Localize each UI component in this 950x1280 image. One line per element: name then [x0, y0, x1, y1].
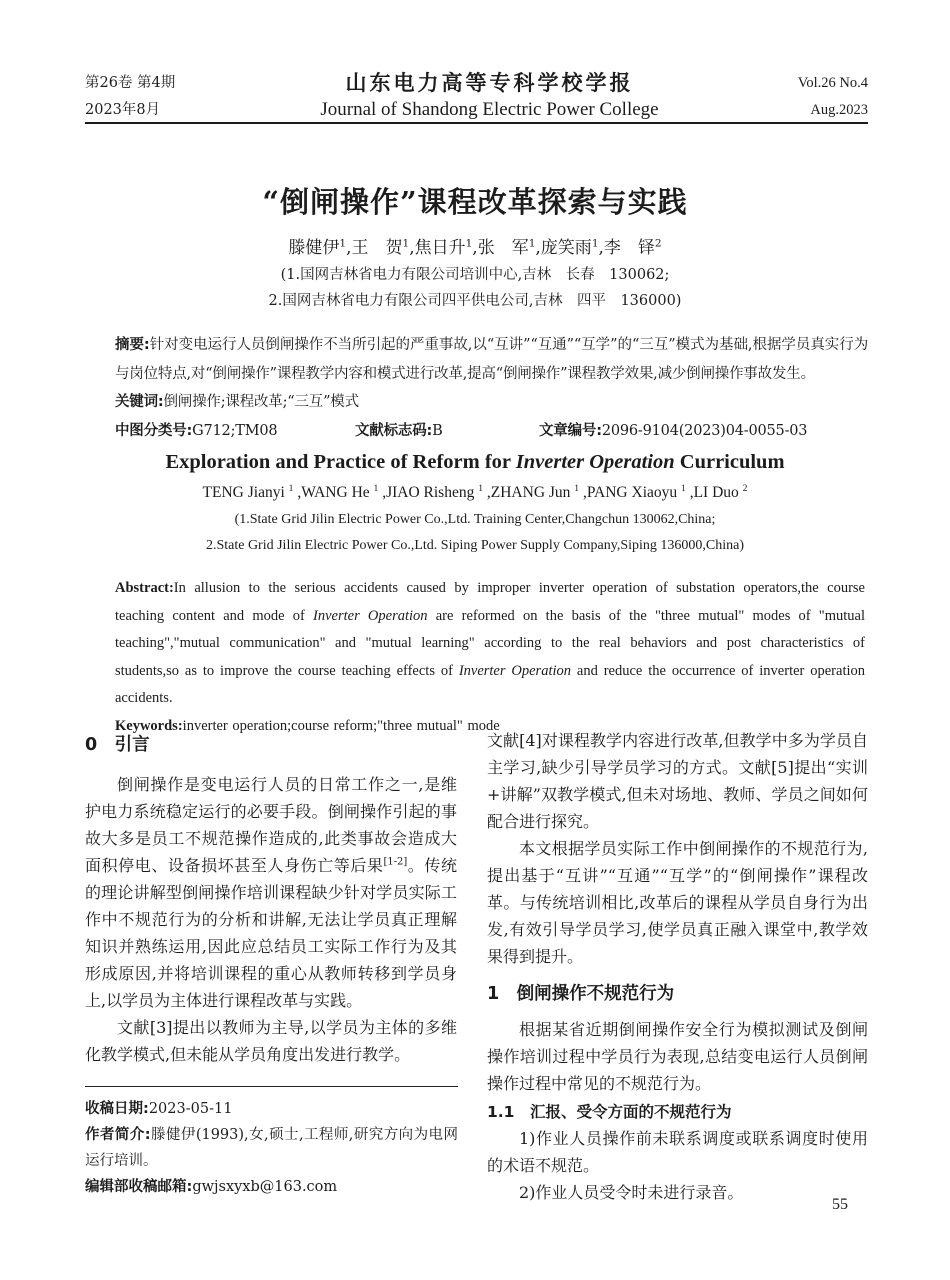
keywords-en: Keywords:inverter operation;course reform;"three mutual" mode	[115, 717, 500, 734]
paragraph-intro-3: 本文根据学员实际工作中倒闸操作的不规范行为,提出基于“互讲”“互通”“互学”的“倒闸操作”课程改革。与传统培训相比,改革后的课程从学员自身行为出发,有效引导学员学习,使学员真正融入课堂中,教学效果得到提升。	[487, 839, 868, 966]
issue-date-en: Aug.2023	[810, 102, 868, 118]
abstract-block-cn	[115, 331, 868, 445]
classification-line	[115, 417, 868, 446]
paragraph-intro-2: 文献[3]提出以教师为主导,以学员为主体的多维化教学模式,但未能从学员角度出发进行教学。	[85, 1018, 457, 1064]
volume-issue-en: Vol.26 No.4	[797, 75, 868, 91]
affiliation-en-2: 2.State Grid Jilin Electric Power Co.,Ltd. Siping Power Supply Company,Siping 136000,China)	[205, 538, 745, 553]
clc-number: 中图分类号:G712;TM08	[115, 422, 278, 439]
running-head	[85, 70, 868, 124]
authors-cn: 滕健伊$^1$,王 贺$^1$,焦日升$^1$,张 军$^1$,庞笑雨$^1$,李 铎$^2$	[288, 237, 662, 258]
article-title-cn: “倒闸操作”课程改革探索与实践	[262, 185, 688, 219]
affiliation-en-1: (1.State Grid Jilin Electric Power Co.,Ltd. Training Center,Changchun 130062,China;	[234, 512, 716, 527]
paragraph-intro-2-cont: 文献[4]对课程教学内容进行改革,但教学中多为学员自主学习,缺少引导学员学习的方式。文献[5]提出“实训+讲解”双教学模式,但未对场地、教师、学员之间如何配合进行探究。	[487, 731, 868, 831]
paragraph-sec1: 根据某省近期倒闸操作安全行为模拟测试及倒闸操作培训过程中学员行为表现,总结变电运行人员倒闸操作过程中常见的不规范行为。	[487, 1020, 868, 1093]
volume-issue: 第26卷 第4期	[85, 75, 176, 91]
article-title-en: Exploration and Practice of Reform for Inverter Operation Curriculum	[165, 451, 785, 473]
journal-name-en: Journal of Shandong Electric Power College	[320, 99, 659, 120]
affiliation-cn-1: (1.国网吉林省电力有限公司培训中心,吉林 长春 130062;	[280, 267, 670, 283]
issue-info-en	[776, 70, 868, 124]
abstract-cn: 摘要:针对变电运行人员倒闸操作不当所引起的严重事故,以“互讲”“互通”“互学”的“三互”模式为基础,根据学员真实行为与岗位特点,对“倒闸操作”课程教学内容和模式进行改革,提高“倒闸操作”课程教学效果,减少倒闸操作事故发生。	[115, 337, 868, 382]
list-item-1: 1)作业人员操作前未联系调度或联系调度时使用的术语不规范。	[487, 1129, 868, 1175]
page-number: 55	[832, 1196, 848, 1213]
document-code: 文献标志码:B	[355, 422, 443, 439]
journal-name	[203, 70, 776, 124]
issue-date-cn: 2023年8月	[85, 102, 161, 118]
article-id: 文章编号:2096-9104(2023)04-0055-03	[539, 422, 808, 439]
issue-info	[85, 70, 203, 124]
journal-name-cn: 山东电力高等专科学校学报	[345, 70, 634, 95]
paragraph-intro-1: 倒闸操作是变电运行人员的日常工作之一,是维护电力系统稳定运行的必要手段。倒闸操作引起的事故大多是员工不规范操作造成的,此类事故会造成大面积停电、设备损坏甚至人身伤亡等后果[1-2]。传统的理论讲解型倒闸操作培训课程缺少针对学员实际工作中不规范行为的分析和讲解,无法让学员真正理解知识并熟练运用,因此应总结员工实际工作行为及其形成原因,并将培训课程的重心从教师转移到学员身上,以学员为主体进行课程改革与实践。	[85, 775, 457, 1010]
affiliation-cn-2: 2.国网吉林省电力有限公司四平供电公司,吉林 四平 136000)	[268, 293, 682, 309]
abstract-block-en	[115, 575, 865, 740]
keywords-cn: 关键词:倒闸操作;课程改革;“三互”模式	[115, 394, 359, 410]
editorial-email: 编辑部收稿邮箱:gwjsxyxb@163.com	[85, 1179, 338, 1195]
right-column	[487, 727, 868, 1206]
abstract-en: Abstract:In allusion to the serious accidents caused by improper inverter operation of substation operators,the course teaching content and mode of Inverter Operation are reformed on the basis of the "three mutual" modes of "mutual teaching","mutual communication" and "mutual learning" according to the real behaviors and post characteristics of students,so as to improve the course teaching effects of Inverter Operation and reduce the occurrence of inverter operation accidents.	[115, 580, 866, 706]
received-date: 收稿日期:2023-05-11	[85, 1101, 233, 1117]
authors-en: TENG Jianyi $^1$ ,WANG He $^1$ ,JIAO Risheng $^1$ ,ZHANG Jun $^1$ ,PANG Xiaoyu $^1$ ,LI Duo $^2$	[202, 482, 748, 501]
author-bio: 作者简介:滕健伊(1993),女,硕士,工程师,研究方向为电网运行培训。	[85, 1127, 458, 1169]
header-rule	[85, 122, 868, 124]
section-1-1-heading: 1.1 汇报、受令方面的不规范行为	[487, 1103, 732, 1121]
section-1-heading: 1 倒闸操作不规范行为	[487, 984, 675, 1004]
footnote-block	[85, 1086, 458, 1200]
list-item-2: 2)作业人员受令时未进行录音。	[519, 1183, 744, 1202]
section-0-heading: 0 引言	[85, 735, 150, 755]
